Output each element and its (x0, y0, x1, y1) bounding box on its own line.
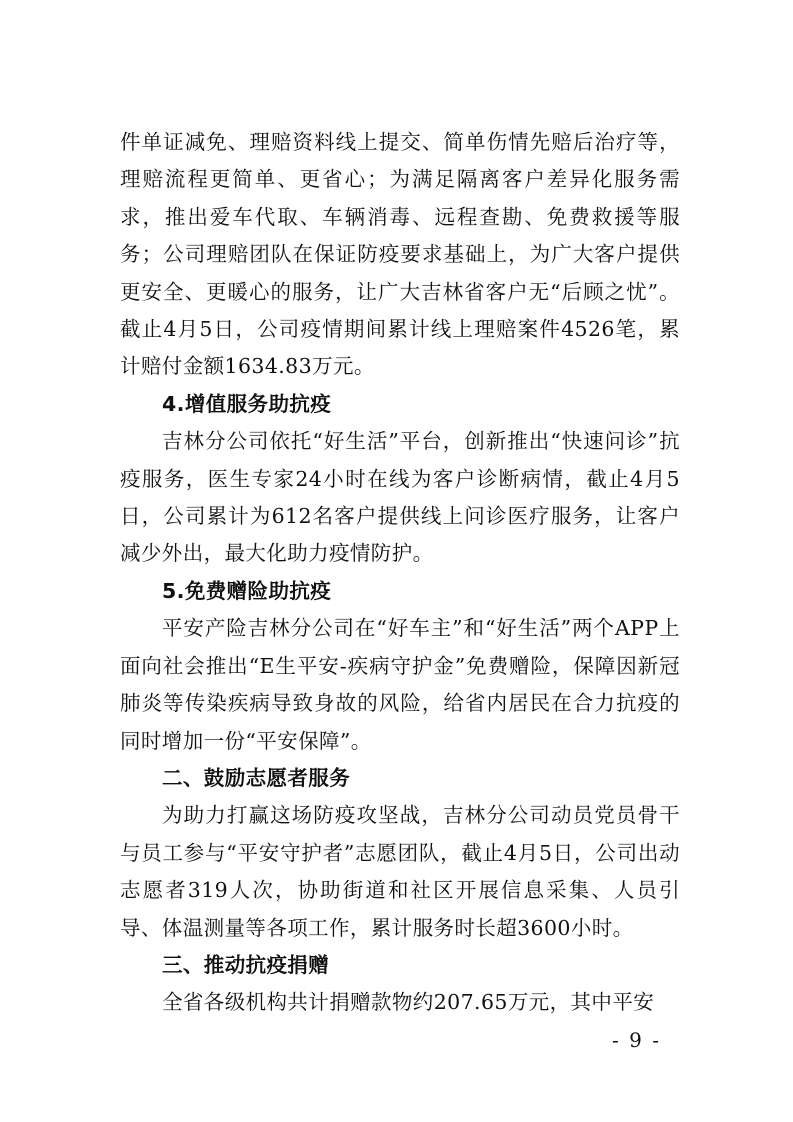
heading-value-added-services: 4.增值服务助抗疫 (162, 391, 332, 416)
paragraph-volunteer-service: 为助力打赢这场防疫攻坚战，吉林分公司动员党员骨干与员工参与“平安守护者”志愿团队，截止4月5日，公司出动志愿者319人次，协助街道和社区开展信息采集、人员引导、体温测量等各项工作，累计服务时长超3600小时。 (120, 803, 680, 940)
heading-free-insurance: 5.免费赠险助抗疫 (162, 578, 332, 603)
page-number: - 9 - (612, 1028, 661, 1052)
heading-donations: 三、推动抗疫捐赠 (162, 952, 330, 977)
document-body (120, 124, 680, 1022)
heading-volunteer-service: 二、鼓励志愿者服务 (162, 765, 351, 790)
paragraph-donations: 全省各级机构共计捐赠款物约207.65万元，其中平安 (162, 990, 655, 1015)
paragraph-free-insurance: 平安产险吉林分公司在“好车主”和“好生活”两个APP上面向社会推出“E生平安-疾病守护金”免费赠险，保障因新冠肺炎等传染疾病导致身故的风险，给省内居民在合力抗疫的同时增加一份“平安保障”。 (120, 616, 680, 753)
paragraph-claims-continued: 件单证减免、理赔资料线上提交、简单伤情先赔后治疗等，理赔流程更简单、更省心；为满足隔离客户差异化服务需求，推出爱车代取、车辆消毒、远程查勘、免费救援等服务；公司理赔团队在保证防疫要求基础上，为广大客户提供更安全、更暖心的服务，让广大吉林省客户无“后顾之忧”。截止4月5日，公司疫情期间累计线上理赔案件4526笔，累计赔付金额1634.83万元。 (120, 130, 680, 379)
paragraph-value-added-services: 吉林分公司依托“好生活”平台，创新推出“快速问诊”抗疫服务，医生专家24小时在线为客户诊断病情，截止4月5日，公司累计为612名客户提供线上问诊医疗服务，让客户减少外出，最大化助力疫情防护。 (120, 429, 680, 566)
